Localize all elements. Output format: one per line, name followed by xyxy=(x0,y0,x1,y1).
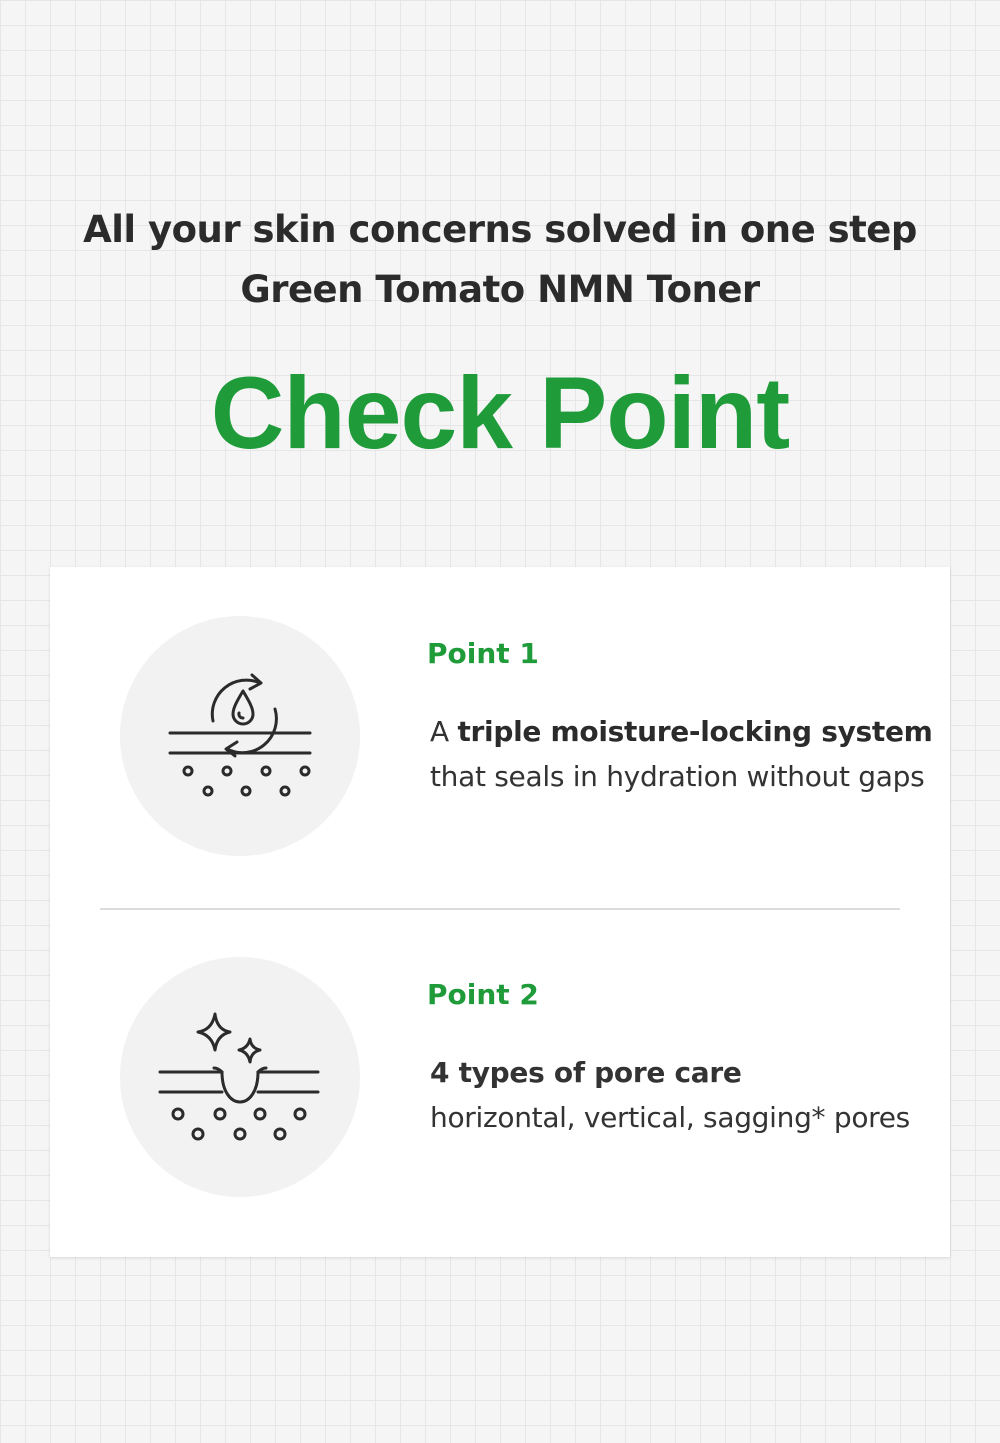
moisture-cycle-icon xyxy=(155,661,325,811)
point-2-label: Point 2 xyxy=(427,978,539,1011)
point-1-label: Point 1 xyxy=(427,637,539,670)
pore-care-icon xyxy=(150,1002,330,1152)
point-2-description-line-2: horizontal, vertical, sagging* pores xyxy=(430,1101,910,1134)
page-title: Check Point xyxy=(210,356,790,470)
point-1-description-line-2: that seals in hydration without gaps xyxy=(430,760,925,793)
divider xyxy=(100,908,900,910)
point-2-description-line-1: 4 types of pore care xyxy=(430,1056,742,1089)
subtitle-line-2: Green Tomato NMN Toner xyxy=(240,268,760,311)
point-1-icon-circle xyxy=(120,616,360,856)
point-2-icon-circle xyxy=(120,957,360,1197)
subtitle-line-1: All your skin concerns solved in one step xyxy=(83,208,917,251)
check-point-card xyxy=(50,567,950,1257)
point-1-description-line-1: A triple moisture-locking system xyxy=(430,715,933,748)
